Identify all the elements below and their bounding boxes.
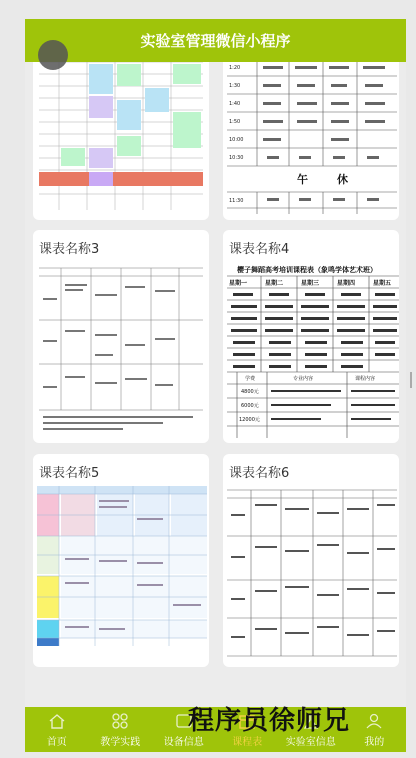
tab-label: 首页 [46,737,67,748]
course-card-1[interactable] [33,62,209,220]
watermark: 程序员徐师兄 [188,706,351,736]
tab-teaching-practice[interactable] [89,707,153,752]
page-title: 实验室管理微信小程序 [140,32,291,50]
tab-label: 我的 [364,737,385,748]
time-label: 1:20 [229,65,241,71]
tab-label: 教学实践 [100,737,141,748]
fee-value: 12000元 [239,417,260,423]
schedule-thumbnail [227,262,399,438]
course-title: 课表名称4 [229,242,290,257]
course-title: 课表名称3 [39,242,100,257]
grid-icon [110,712,130,730]
schedule-thumbnail [37,486,207,656]
home-icon [47,712,67,730]
course-title: 课表名称6 [229,466,290,481]
user-icon [364,712,384,730]
noon-label: 休 [337,173,348,186]
floating-menu-button[interactable] [38,40,68,70]
noon-label: 午 [297,173,308,186]
schedule-heading: 樱子舞蹈高考培训课程表（象鸣学体艺术班） [237,265,377,274]
course-card-5[interactable] [33,454,209,667]
schedule-thumbnail [227,486,397,658]
time-label: 1:40 [229,101,241,107]
course-card-6[interactable] [223,454,399,667]
time-label: 1:50 [229,119,241,125]
fees-header: 学费 [245,376,256,382]
day-header: 星期四 [337,280,356,287]
time-label: 10:00 [229,137,244,143]
schedule-thumbnail [39,62,203,210]
scrollbar-indicator[interactable] [410,372,412,388]
day-header: 星期五 [373,280,392,287]
tab-home[interactable] [25,707,89,752]
course-grid[interactable] [25,62,406,707]
day-header: 星期三 [301,280,320,287]
time-label: 1:30 [229,83,241,89]
schedule-thumbnail [227,62,397,214]
day-header: 星期一 [229,280,248,287]
tab-label: 实验室信息 [285,737,336,748]
fees-header: 课程内容 [355,376,376,382]
time-label: 11:30 [229,198,244,204]
schedule-thumbnail [39,264,203,436]
course-title: 课表名称5 [39,466,100,481]
tab-label: 设备信息 [163,737,204,748]
day-header: 星期二 [265,280,284,287]
fee-value: 6000元 [241,403,259,409]
course-card-2[interactable] [223,62,399,220]
time-label: 10:30 [229,155,244,161]
fee-value: 4800元 [241,389,259,395]
fees-header: 专业内容 [293,376,314,382]
course-card-3[interactable] [33,230,209,443]
tab-label: 课程表 [232,737,263,748]
app-header [25,19,406,62]
tab-mine[interactable] [343,707,407,752]
course-card-4[interactable] [223,230,399,443]
